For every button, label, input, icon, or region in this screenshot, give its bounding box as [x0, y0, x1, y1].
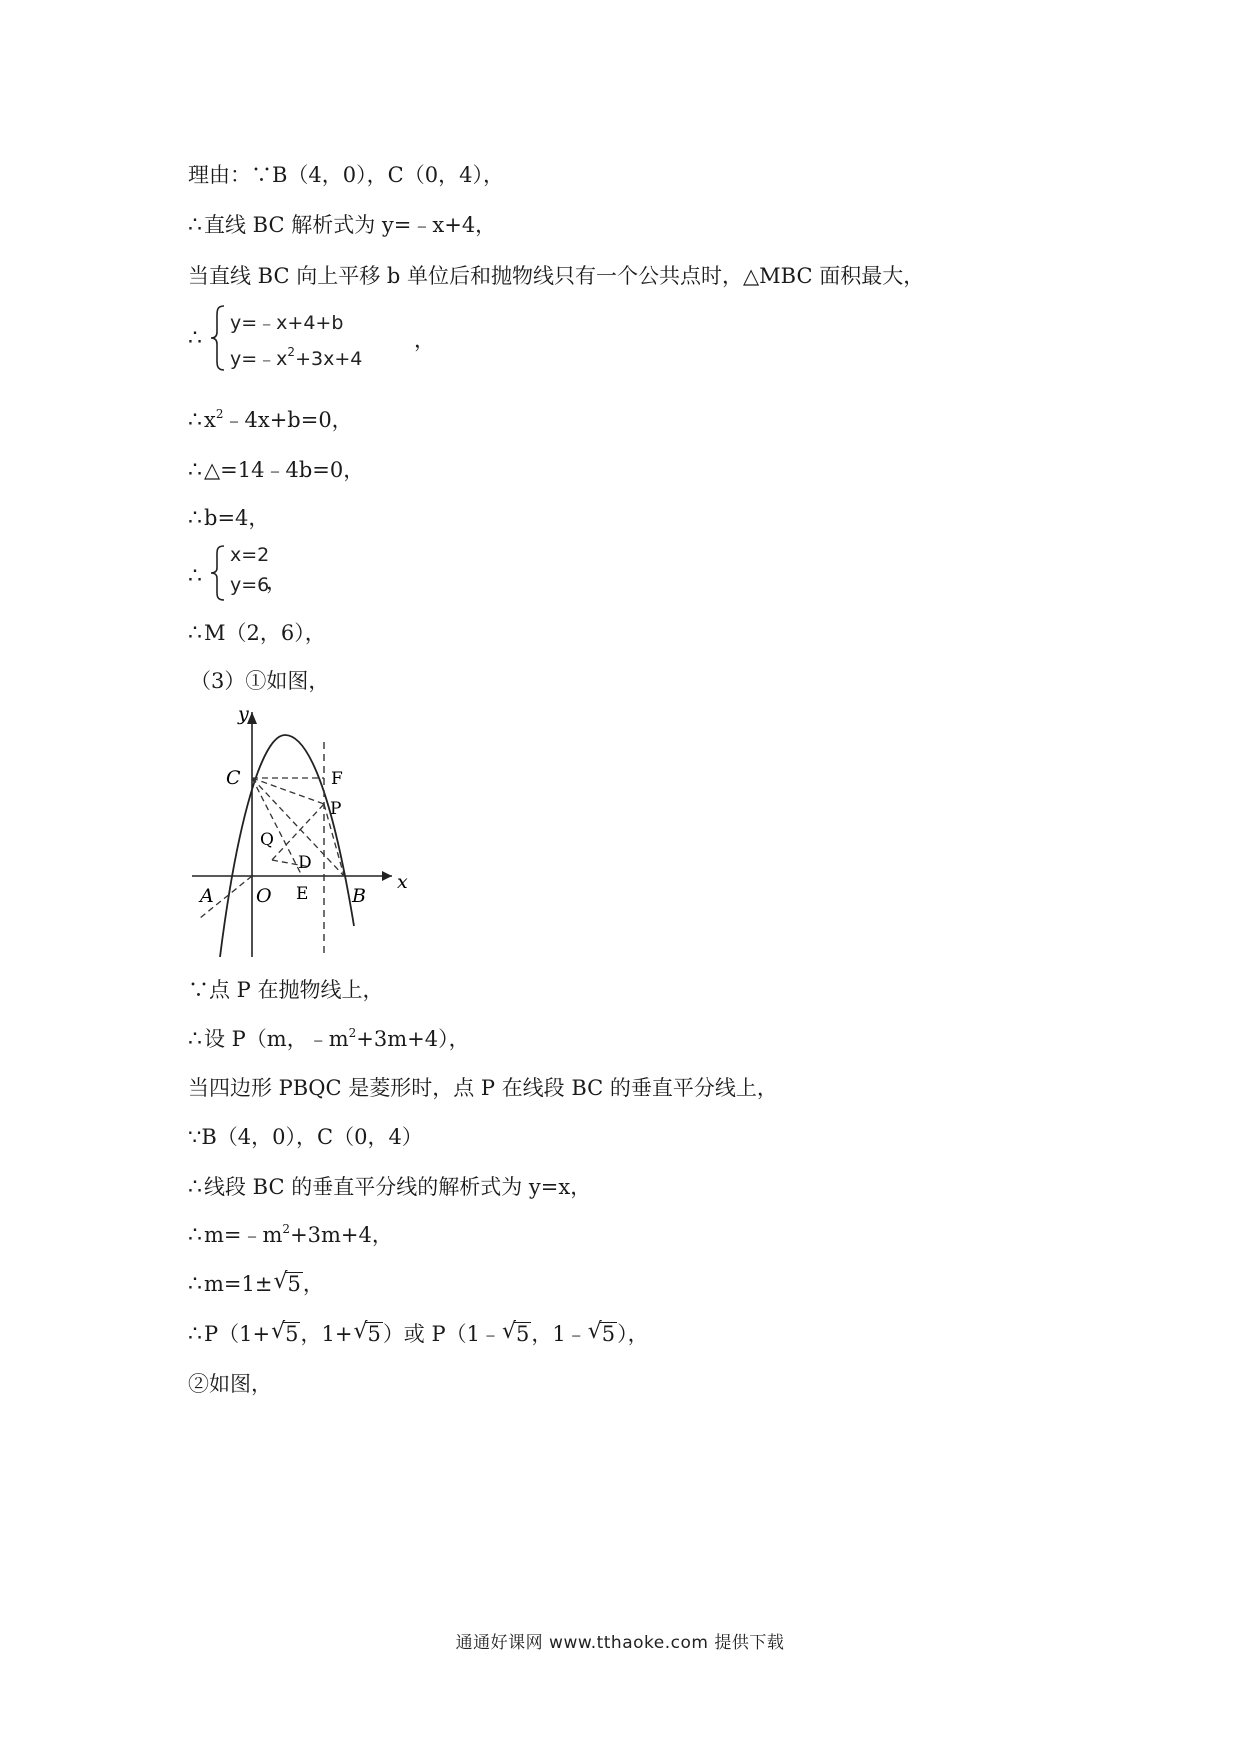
text-line-translation: 当直线 BC 向上平移 b 单位后和抛物线只有一个公共点时，△MBC 面积最大， — [188, 264, 925, 288]
radical-icon: √ — [353, 1319, 368, 1344]
sqrt — [271, 1321, 300, 1347]
text: ，1+ — [300, 1322, 353, 1346]
equation-1: x=2 — [230, 544, 270, 566]
label-f: F — [331, 769, 343, 789]
text: 直线 BC 解析式为 y=﹣x+4， — [204, 213, 497, 237]
radicand: 5 — [287, 1272, 301, 1296]
exponent: 2 — [348, 1026, 357, 1040]
equation-2: y=6 — [230, 574, 270, 596]
sqrt — [588, 1321, 617, 1347]
text-line-m-point — [188, 620, 326, 647]
text-line-m-solution — [188, 1271, 324, 1298]
text: x — [204, 408, 216, 432]
text-line-rhombus: 当四边形 PBQC 是菱形时，点 P 在线段 BC 的垂直平分线上， — [188, 1076, 778, 1100]
therefore-symbol: ∴ — [188, 1322, 202, 1347]
left-brace-icon — [210, 304, 226, 372]
sqrt — [353, 1321, 382, 1347]
text-line-part-3: （3）①如图， — [190, 669, 330, 693]
exponent: 2 — [287, 345, 296, 359]
text: +3m+4， — [290, 1223, 393, 1247]
therefore-symbol: ∴ — [188, 408, 202, 433]
text: y=﹣x — [230, 348, 288, 370]
label-o: O — [256, 885, 272, 907]
therefore-symbol: ∴ — [188, 458, 202, 483]
radicand: 5 — [367, 1322, 381, 1346]
radicand: 5 — [601, 1322, 616, 1346]
therefore-symbol: ∴ — [188, 1272, 202, 1297]
page-footer: 通通好课网 www.tthaoke.com 提供下载 — [455, 1633, 785, 1653]
comma: ， — [414, 328, 435, 352]
radicand: 5 — [285, 1322, 299, 1346]
text: ， — [302, 1272, 324, 1296]
parabola-figure — [192, 702, 422, 964]
text-line-p-solutions — [188, 1321, 649, 1348]
text: +3x+4 — [295, 348, 363, 370]
therefore-symbol: ∴ — [188, 1175, 202, 1200]
label-x: x — [397, 871, 408, 893]
therefore-symbol: ∴ — [188, 1027, 202, 1052]
exponent: 2 — [282, 1222, 291, 1236]
text-line-bc-equation — [188, 212, 496, 239]
text: M（2，6）， — [204, 621, 326, 645]
text: 线段 BC 的垂直平分线的解析式为 y=x， — [204, 1175, 592, 1199]
label-d: D — [298, 853, 312, 873]
text-line-reason: 理由：∵B（4，0），C（0，4）， — [188, 163, 504, 187]
text: ﹣4x+b=0， — [223, 408, 353, 432]
therefore-symbol: ∴ — [188, 621, 202, 646]
left-brace-icon — [210, 544, 226, 602]
text-line-set-p — [188, 1026, 470, 1053]
text: m=﹣m — [204, 1223, 283, 1247]
text: △=14﹣4b=0， — [204, 458, 365, 482]
therefore-symbol: ∴ — [188, 564, 202, 589]
therefore-symbol: ∴ — [188, 213, 202, 238]
text-line-bisector — [188, 1174, 591, 1201]
equation-system-2 — [188, 542, 388, 604]
text: ）， — [617, 1322, 649, 1346]
text-line-quadratic — [188, 407, 353, 434]
text-line-discriminant — [188, 457, 364, 484]
label-e: E — [296, 884, 309, 904]
text-line-m-equation — [188, 1222, 393, 1249]
therefore-symbol: ∴ — [188, 326, 202, 351]
label-y: y — [238, 703, 249, 725]
text: ，1﹣ — [531, 1322, 587, 1346]
sqrt — [273, 1271, 302, 1297]
radical-icon: √ — [501, 1319, 517, 1344]
radical-icon: √ — [273, 1269, 288, 1294]
therefore-symbol: ∴ — [188, 506, 202, 531]
label-a: A — [200, 885, 214, 907]
text-line-points-bc: ∵B（4，0），C（0，4） — [188, 1125, 423, 1149]
sqrt — [502, 1321, 531, 1347]
text-line-part-3-2: ②如图， — [188, 1372, 272, 1396]
therefore-symbol: ∴ — [188, 1223, 202, 1248]
label-c: C — [226, 767, 241, 789]
text-line-b-value — [188, 505, 269, 532]
text: 设 P（m，﹣m — [204, 1027, 349, 1051]
x-axis-arrow-icon — [382, 871, 392, 881]
comma: ， — [266, 570, 287, 594]
label-b: B — [352, 885, 366, 907]
text: P（1+ — [204, 1322, 271, 1346]
text-line-p-on-parabola: ∵点 P 在抛物线上， — [188, 978, 384, 1002]
equation-2 — [230, 344, 362, 371]
exponent: 2 — [215, 407, 224, 421]
text: ）或 P（1﹣ — [382, 1322, 501, 1346]
radicand: 5 — [515, 1322, 530, 1346]
text: b=4， — [204, 506, 270, 530]
label-q: Q — [260, 830, 274, 850]
radical-icon: √ — [587, 1319, 602, 1344]
text: m=1± — [204, 1272, 273, 1296]
equation-system-1 — [188, 302, 488, 374]
radical-icon: √ — [271, 1319, 286, 1344]
text: +3m+4）， — [356, 1027, 470, 1051]
label-p: P — [330, 799, 342, 819]
equation-1: y=﹣x+4+b — [230, 312, 344, 334]
